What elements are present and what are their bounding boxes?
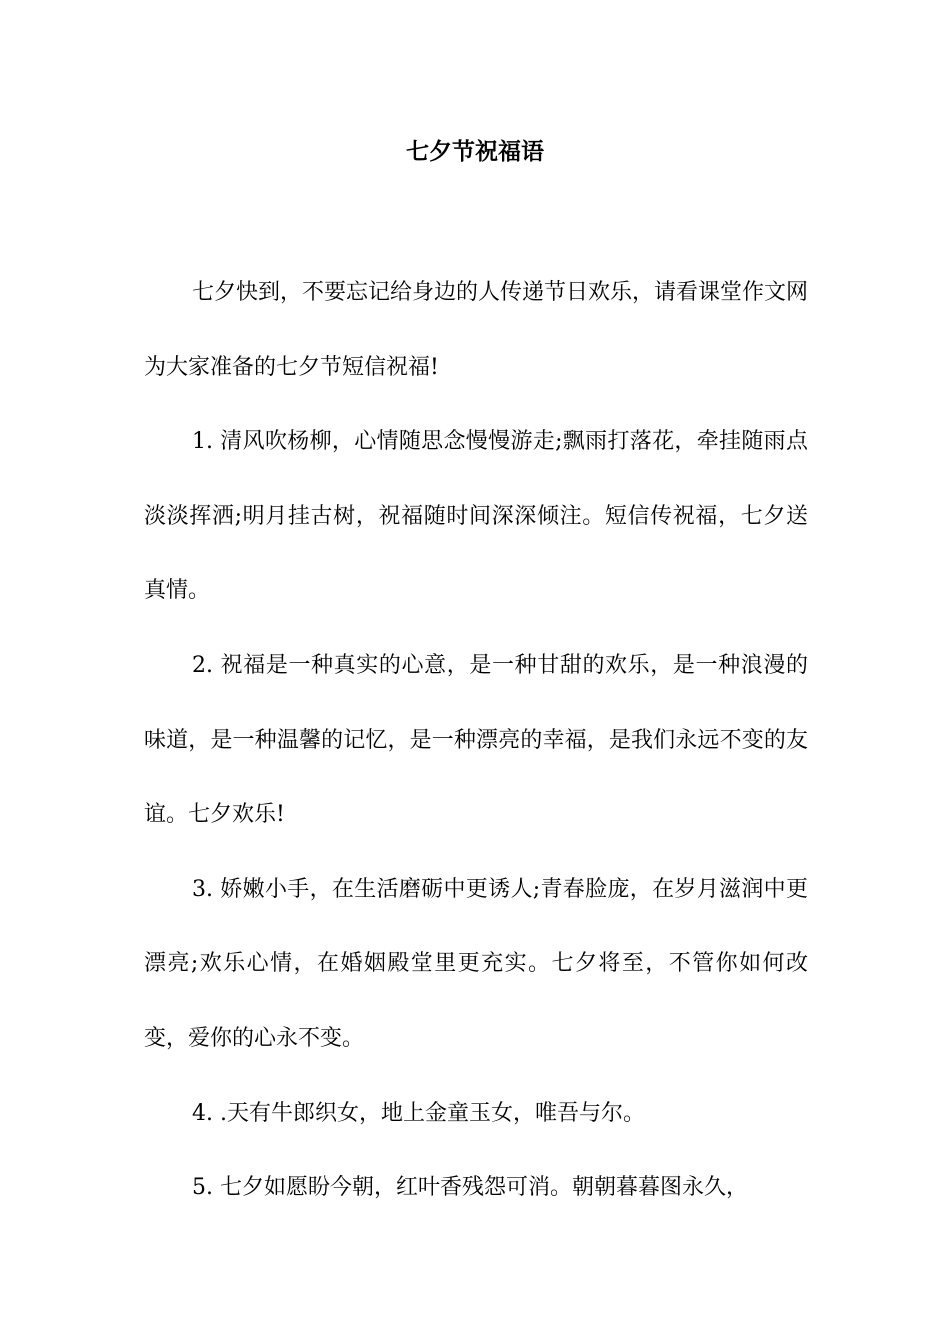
intro-paragraph: 七夕快到，不要忘记给身边的人传递节日欢乐，请看课堂作文网为大家准备的七夕节短信祝福!: [144, 280, 809, 380]
greeting-paragraph-4: 4. .天有牛郎织女，地上金童玉女，唯吾与尔。: [192, 1100, 645, 1126]
greeting-paragraph-2: 2. 祝福是一种真实的心意，是一种甘甜的欢乐，是一种浪漫的味道，是一种温馨的记忆，是一种漂亮的幸福，是我们永远不变的友谊。七夕欢乐!: [144, 652, 808, 828]
greeting-paragraph-1: 1. 清风吹杨柳，心情随思念慢慢游走;飘雨打落花，牵挂随雨点淡淡挥洒;明月挂古树，祝福随时间深深倾注。短信传祝福，七夕送真情。: [144, 429, 808, 604]
document-body: [144, 256, 808, 1226]
greeting-paragraph-5: 5. 七夕如愿盼今朝，红叶香残怨可消。朝朝暮暮图永久，: [192, 1175, 748, 1201]
greeting-paragraph-3: 3. 娇嫩小手，在生活磨砺中更诱人;青春脸庞，在岁月滋润中更漂亮;欢乐心情，在婚姻殿堂里更充实。七夕将至，不管你如何改变，爱你的心永不变。: [144, 876, 808, 1051]
document-title: 七夕节祝福语: [406, 138, 544, 165]
